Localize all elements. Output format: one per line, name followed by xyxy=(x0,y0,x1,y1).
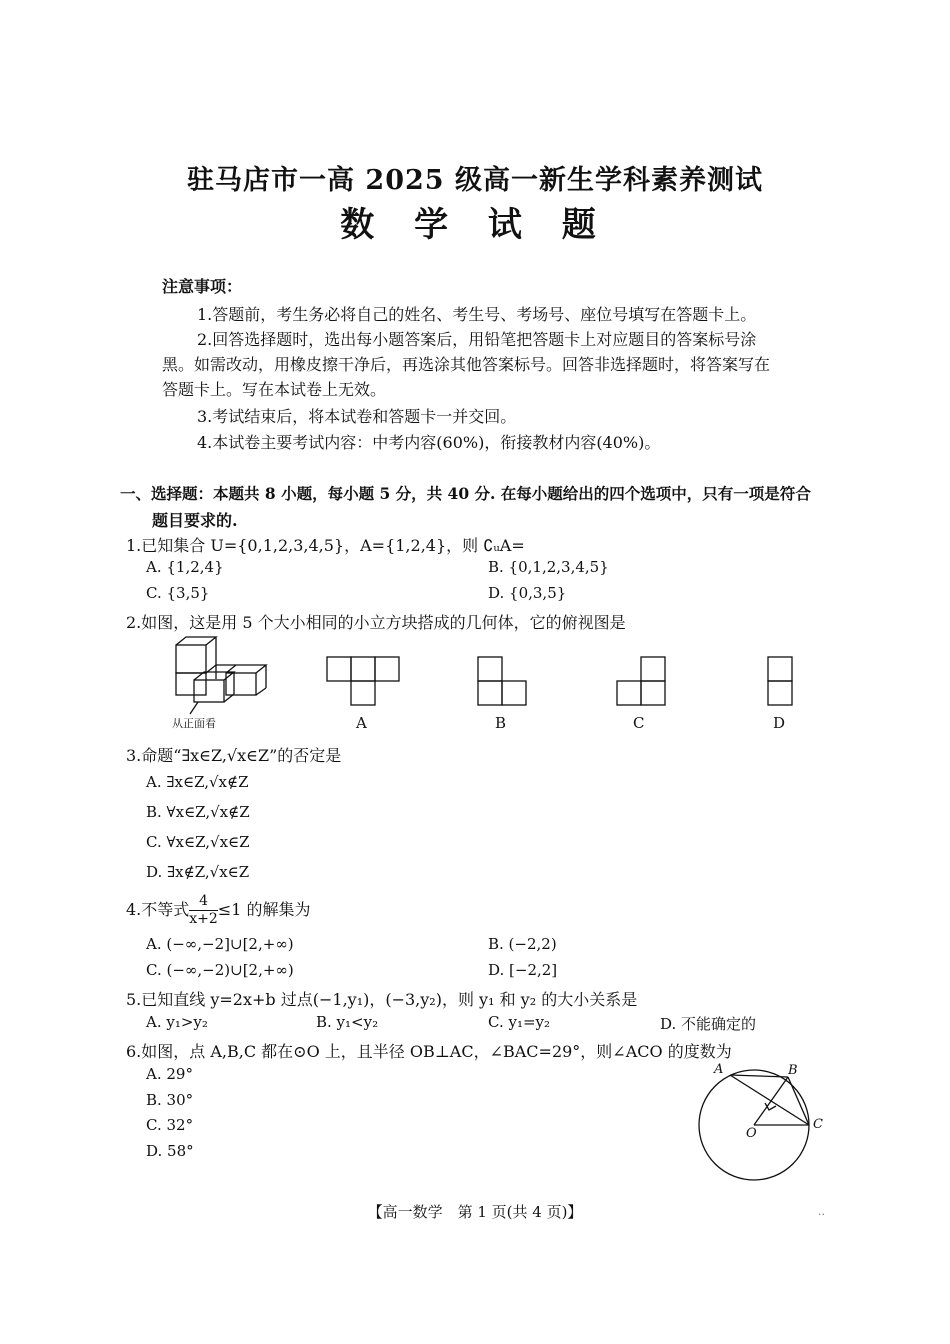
notice-item-2-line-2: 黑。如需改动，用橡皮擦干净后，再选涂其他答案标号。回答非选择题时，将答案写在 xyxy=(162,355,771,374)
q6-label-a: A xyxy=(714,1062,724,1077)
notice-item-1: 1.答题前，考生务必将自己的姓名、考生号、考场号、座位号填写在答题卡上。 xyxy=(197,305,757,324)
q6-circle-figure xyxy=(692,1058,832,1184)
q2-option-b-figure xyxy=(477,656,529,708)
q6-option-d: D. 58° xyxy=(146,1142,194,1160)
q4-option-d: D. [−2,2] xyxy=(488,961,558,979)
q4-option-b: B. (−2,2) xyxy=(488,935,557,953)
page-footer: 【高一数学 第 1 页(共 4 页)】 xyxy=(367,1203,583,1221)
notice-item-3: 3.考试结束后，将本试卷和答题卡一并交回。 xyxy=(197,407,517,426)
q2-stem: 2.如图，这是用 5 个大小相同的小立方块搭成的几何体，它的俯视图是 xyxy=(126,613,626,632)
notice-item-2-line-3: 答题卡上。写在本试卷上无效。 xyxy=(162,380,387,399)
q3-option-c: C. ∀x∈Z,√x∈Z xyxy=(146,833,250,851)
q4-numerator: 4 xyxy=(189,893,218,911)
q3-option-b: B. ∀x∈Z,√x∉Z xyxy=(146,803,250,821)
q2-option-c-label: C xyxy=(633,714,645,732)
exam-title: 驻马店市一高 2025 级高一新生学科素养测试 xyxy=(187,165,763,196)
q6-label-o: O xyxy=(746,1126,757,1141)
q4-stem-prefix: 4.不等式 xyxy=(126,900,190,919)
section-heading-line-1: 一、选择题：本题共 8 小题，每小题 5 分，共 40 分. 在每小题给出的四个选项中，只有一项是符合 xyxy=(120,484,811,503)
q3-option-a: A. ∃x∈Z,√x∉Z xyxy=(146,773,249,791)
q2-option-c-figure xyxy=(616,656,668,708)
q4-option-a: A. (−∞,−2]∪[2,+∞) xyxy=(146,935,294,953)
notice-item-2-line-1: 2.回答选择题时，选出每小题答案后，用铅笔把答题卡上对应题目的答案标号涂 xyxy=(197,330,757,349)
exam-subtitle: 数 学 试 题 xyxy=(340,205,610,245)
q4-denominator: x+2 xyxy=(189,911,218,927)
q6-label-c: C xyxy=(813,1117,823,1132)
notice-heading: 注意事项： xyxy=(162,277,243,296)
q6-label-b: B xyxy=(788,1063,798,1078)
section-heading-line-2: 题目要求的. xyxy=(152,511,238,530)
q6-option-b: B. 30° xyxy=(146,1091,194,1109)
notice-item-4: 4.本试卷主要考试内容：中考内容(60%)，衔接教材内容(40%)。 xyxy=(197,433,661,452)
q5-option-c: C. y₁=y₂ xyxy=(488,1013,551,1031)
q1-option-a: A. {1,2,4} xyxy=(146,558,224,576)
q3-option-d: D. ∃x∉Z,√x∈Z xyxy=(146,863,250,881)
q2-option-b-label: B xyxy=(495,714,507,732)
q2-front-view-label: 从正面看 xyxy=(172,717,216,730)
q4-option-c: C. (−∞,−2)∪[2,+∞) xyxy=(146,961,294,979)
q2-option-a-label: A xyxy=(356,714,367,732)
q2-option-a-figure xyxy=(326,656,402,708)
q2-solid-figure xyxy=(160,632,270,722)
q1-option-d: D. {0,3,5} xyxy=(488,584,567,602)
q2-option-d-label: D xyxy=(773,714,786,732)
q4-stem xyxy=(126,890,311,930)
q5-stem: 5.已知直线 y=2x+b 过点(−1,y₁)，(−3,y₂)，则 y₁ 和 y₂ 的大小关系是 xyxy=(126,990,638,1009)
q6-option-c: C. 32° xyxy=(146,1116,194,1134)
q3-stem: 3.命题“∃x∈Z,√x∈Z”的否定是 xyxy=(126,746,342,765)
q5-option-d: D. 不能确定的 xyxy=(660,1015,757,1033)
q1-option-c: C. {3,5} xyxy=(146,584,210,602)
q1-option-b: B. {0,1,2,3,4,5} xyxy=(488,558,609,576)
q1-stem: 1.已知集合 U={0,1,2,3,4,5}，A={1,2,4}，则 ∁ᵤA= xyxy=(126,536,525,555)
q2-option-d-figure xyxy=(767,656,795,708)
q5-option-b: B. y₁<y₂ xyxy=(316,1013,379,1031)
corner-mark: ·· xyxy=(818,1208,825,1221)
q6-option-a: A. 29° xyxy=(146,1065,193,1083)
q5-option-a: A. y₁>y₂ xyxy=(146,1013,208,1031)
q4-fraction xyxy=(189,893,218,928)
q4-stem-suffix: ≤1 的解集为 xyxy=(217,900,311,919)
q6-stem: 6.如图，点 A,B,C 都在⊙O 上，且半径 OB⊥AC，∠BAC=29°，则∠ACO 的度数为 xyxy=(126,1042,732,1061)
